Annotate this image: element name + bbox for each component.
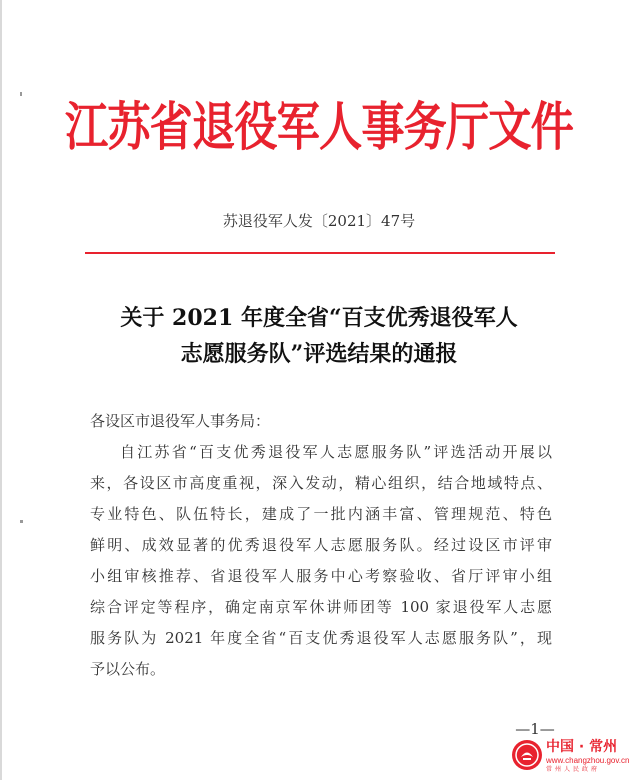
body-line: 予以公布。	[90, 660, 166, 678]
red-separator-line	[85, 252, 555, 254]
document-title	[0, 300, 638, 372]
body-line: 小组审核推荐、省退役军人服务中心考察验收、省厅评审小组	[90, 567, 552, 585]
watermark-subtitle: 常州人民政府	[546, 766, 601, 773]
scan-speck	[20, 92, 22, 96]
body-line: 专业特色、队伍特长，建成了一批内涵丰富、管理规范、特色	[90, 505, 552, 523]
scan-speck	[20, 520, 23, 523]
body-line: 自江苏省“百支优秀退役军人志愿服务队”评选活动开展以	[120, 443, 552, 461]
body-line: 鲜明、成效显著的优秀退役军人志愿服务队。经过设区市评审	[90, 536, 552, 554]
document-number: 苏退役军人发〔2021〕47号	[222, 212, 416, 230]
site-watermark	[512, 738, 634, 776]
body-line: 来，各设区市高度重视，深入发动，精心组织，结合地域特点、	[90, 474, 552, 492]
page-edge	[0, 0, 2, 780]
body-line: 服务队为 2021 年度全省“百支优秀退役军人志愿服务队”，现	[90, 629, 552, 647]
title-line-1: 关于 2021 年度全省“百支优秀退役军人	[120, 305, 518, 331]
body-line: 综合评定等程序，确定南京军休讲师团等 100 家退役军人志愿	[90, 598, 552, 616]
title-line-2: 志愿服务队”评选结果的通报	[180, 341, 458, 367]
watermark-name: 中国 · 常州	[546, 739, 618, 755]
salutation: 各设区市退役军人事务局：	[90, 412, 271, 430]
page-number: —1—	[515, 720, 555, 738]
red-header-title: 江苏省退役军人事务厅文件	[65, 98, 573, 158]
emblem-icon	[512, 740, 542, 770]
watermark-url: www.changzhou.gov.cn	[546, 756, 630, 765]
